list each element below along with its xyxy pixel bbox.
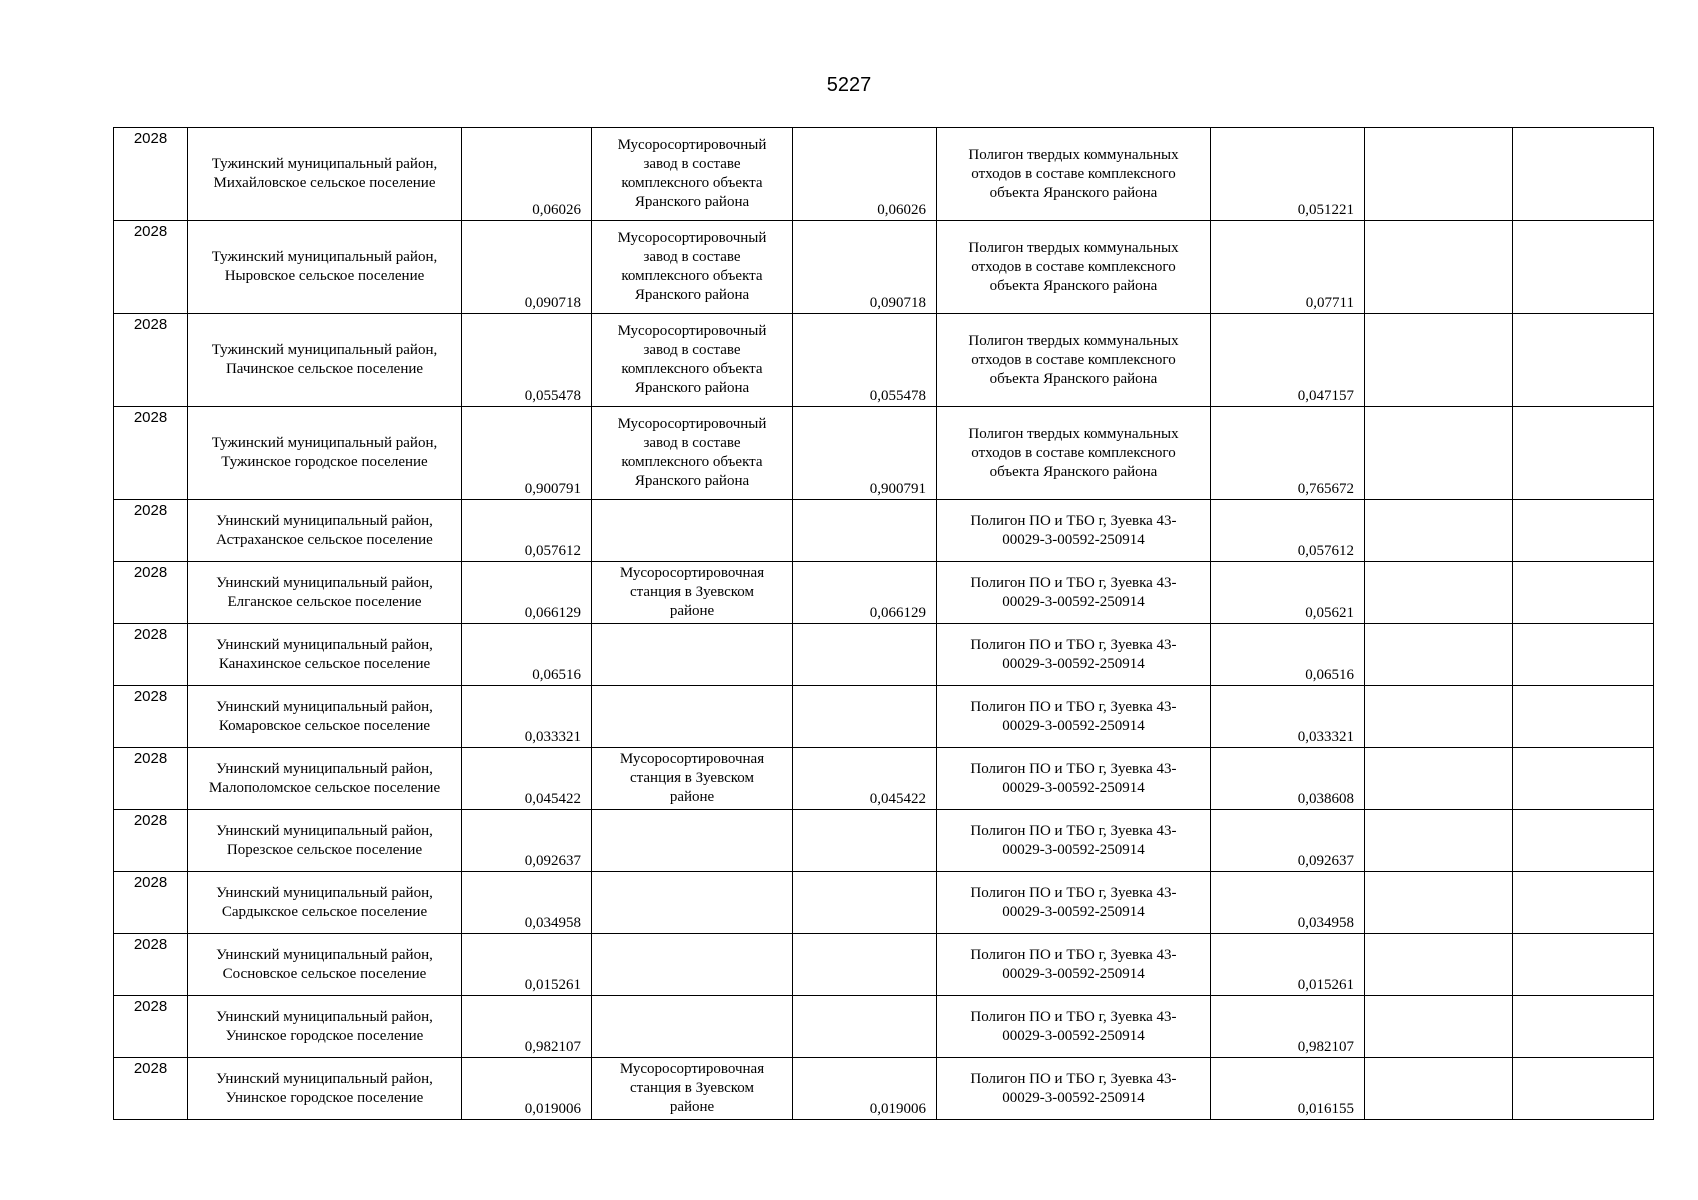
volume-cell: 0,090718 [462,221,592,314]
table-row [114,1058,1654,1120]
facility-cell [592,686,793,748]
facility-volume-cell: 0,090718 [793,221,937,314]
facility-volume-cell [793,624,937,686]
year-cell: 2028 [114,624,188,686]
area-cell: Унинский муниципальный район, Сардыкское сельское поселение [188,872,462,934]
year-cell: 2028 [114,1058,188,1120]
facility-volume-cell: 0,900791 [793,407,937,500]
empty-cell [1365,500,1513,562]
empty-cell [1365,1058,1513,1120]
area-cell: Унинский муниципальный район, Порезское сельское поселение [188,810,462,872]
year-cell: 2028 [114,128,188,221]
landfill-cell: Полигон ПО и ТБО г, Зуевка 43-00029-3-00592-250914 [937,624,1211,686]
table-row [114,500,1654,562]
table-row [114,872,1654,934]
area-cell: Унинский муниципальный район, Малополомское сельское поселение [188,748,462,810]
landfill-cell: Полигон твердых коммунальных отходов в составе комплексного объекта Яранского района [937,314,1211,407]
empty-cell [1365,128,1513,221]
landfill-cell: Полигон ПО и ТБО г, Зуевка 43-00029-3-00592-250914 [937,996,1211,1058]
empty-cell [1513,624,1654,686]
year-cell: 2028 [114,996,188,1058]
landfill-volume-cell: 0,092637 [1211,810,1365,872]
table-row [114,128,1654,221]
volume-cell: 0,034958 [462,872,592,934]
table-row [114,562,1654,624]
empty-cell [1365,934,1513,996]
volume-cell: 0,06516 [462,624,592,686]
area-cell: Унинский муниципальный район, Канахинское сельское поселение [188,624,462,686]
landfill-cell: Полигон ПО и ТБО г, Зуевка 43-00029-3-00592-250914 [937,1058,1211,1120]
landfill-volume-cell: 0,057612 [1211,500,1365,562]
volume-cell: 0,045422 [462,748,592,810]
empty-cell [1513,810,1654,872]
landfill-volume-cell: 0,765672 [1211,407,1365,500]
empty-cell [1365,562,1513,624]
empty-cell [1365,872,1513,934]
empty-cell [1513,934,1654,996]
landfill-cell: Полигон твердых коммунальных отходов в составе комплексного объекта Яранского района [937,407,1211,500]
facility-volume-cell: 0,045422 [793,748,937,810]
landfill-volume-cell: 0,047157 [1211,314,1365,407]
landfill-cell: Полигон ПО и ТБО г, Зуевка 43-00029-3-00592-250914 [937,810,1211,872]
empty-cell [1365,686,1513,748]
empty-cell [1513,221,1654,314]
landfill-cell: Полигон ПО и ТБО г, Зуевка 43-00029-3-00592-250914 [937,562,1211,624]
facility-cell [592,934,793,996]
empty-cell [1365,314,1513,407]
landfill-cell: Полигон ПО и ТБО г, Зуевка 43-00029-3-00592-250914 [937,686,1211,748]
table-row [114,221,1654,314]
year-cell: 2028 [114,872,188,934]
landfill-volume-cell: 0,034958 [1211,872,1365,934]
landfill-cell: Полигон ПО и ТБО г, Зуевка 43-00029-3-00592-250914 [937,934,1211,996]
facility-volume-cell: 0,06026 [793,128,937,221]
empty-cell [1365,221,1513,314]
table-row [114,996,1654,1058]
table-row [114,624,1654,686]
facility-volume-cell [793,686,937,748]
empty-cell [1513,686,1654,748]
facility-cell: Мусоросортировочная станция в Зуевском районе [592,748,793,810]
empty-cell [1513,314,1654,407]
facility-cell: Мусоросортировочный завод в составе комплексного объекта Яранского района [592,221,793,314]
volume-cell: 0,900791 [462,407,592,500]
empty-cell [1513,500,1654,562]
table-row [114,748,1654,810]
facility-volume-cell [793,996,937,1058]
empty-cell [1365,624,1513,686]
year-cell: 2028 [114,748,188,810]
empty-cell [1513,872,1654,934]
landfill-volume-cell: 0,051221 [1211,128,1365,221]
volume-cell: 0,092637 [462,810,592,872]
empty-cell [1365,810,1513,872]
landfill-cell: Полигон твердых коммунальных отходов в составе комплексного объекта Яранского района [937,128,1211,221]
facility-volume-cell [793,934,937,996]
volume-cell: 0,015261 [462,934,592,996]
facility-volume-cell [793,810,937,872]
table-row [114,314,1654,407]
volume-cell: 0,019006 [462,1058,592,1120]
landfill-cell: Полигон твердых коммунальных отходов в составе комплексного объекта Яранского района [937,221,1211,314]
year-cell: 2028 [114,407,188,500]
landfill-cell: Полигон ПО и ТБО г, Зуевка 43-00029-3-00592-250914 [937,500,1211,562]
empty-cell [1513,562,1654,624]
empty-cell [1365,996,1513,1058]
empty-cell [1513,1058,1654,1120]
empty-cell [1513,128,1654,221]
area-cell: Тужинский муниципальный район, Тужинское городское поселение [188,407,462,500]
area-cell: Унинский муниципальный район, Комаровское сельское поселение [188,686,462,748]
table-row [114,686,1654,748]
landfill-cell: Полигон ПО и ТБО г, Зуевка 43-00029-3-00592-250914 [937,748,1211,810]
landfill-volume-cell: 0,982107 [1211,996,1365,1058]
year-cell: 2028 [114,500,188,562]
area-cell: Унинский муниципальный район, Сосновское сельское поселение [188,934,462,996]
facility-cell [592,500,793,562]
facility-volume-cell: 0,055478 [793,314,937,407]
area-cell: Унинский муниципальный район, Астраханское сельское поселение [188,500,462,562]
year-cell: 2028 [114,221,188,314]
landfill-volume-cell: 0,033321 [1211,686,1365,748]
landfill-cell: Полигон ПО и ТБО г, Зуевка 43-00029-3-00592-250914 [937,872,1211,934]
landfill-volume-cell: 0,05621 [1211,562,1365,624]
facility-cell: Мусоросортировочный завод в составе комплексного объекта Яранского района [592,128,793,221]
volume-cell: 0,06026 [462,128,592,221]
facility-volume-cell: 0,066129 [793,562,937,624]
year-cell: 2028 [114,934,188,996]
volume-cell: 0,057612 [462,500,592,562]
table-row [114,407,1654,500]
area-cell: Унинский муниципальный район, Елганское сельское поселение [188,562,462,624]
landfill-volume-cell: 0,07711 [1211,221,1365,314]
landfill-volume-cell: 0,016155 [1211,1058,1365,1120]
facility-cell [592,872,793,934]
facility-cell [592,624,793,686]
facility-cell [592,810,793,872]
table-row [114,934,1654,996]
year-cell: 2028 [114,314,188,407]
facility-cell: Мусоросортировочная станция в Зуевском районе [592,1058,793,1120]
empty-cell [1365,748,1513,810]
facility-volume-cell [793,872,937,934]
facility-cell: Мусоросортировочный завод в составе комплексного объекта Яранского района [592,314,793,407]
volume-cell: 0,055478 [462,314,592,407]
area-cell: Унинский муниципальный район, Унинское городское поселение [188,1058,462,1120]
area-cell: Тужинский муниципальный район, Пачинское сельское поселение [188,314,462,407]
year-cell: 2028 [114,810,188,872]
facility-cell: Мусоросортировочная станция в Зуевском районе [592,562,793,624]
table-row [114,810,1654,872]
landfill-volume-cell: 0,015261 [1211,934,1365,996]
table-body [114,128,1654,1120]
facility-volume-cell: 0,019006 [793,1058,937,1120]
year-cell: 2028 [114,562,188,624]
area-cell: Тужинский муниципальный район, Ныровское сельское поселение [188,221,462,314]
empty-cell [1513,996,1654,1058]
facility-cell: Мусоросортировочный завод в составе комплексного объекта Яранского района [592,407,793,500]
facility-cell [592,996,793,1058]
volume-cell: 0,033321 [462,686,592,748]
facility-volume-cell [793,500,937,562]
empty-cell [1365,407,1513,500]
year-cell: 2028 [114,686,188,748]
empty-cell [1513,407,1654,500]
landfill-volume-cell: 0,06516 [1211,624,1365,686]
volume-cell: 0,982107 [462,996,592,1058]
volume-cell: 0,066129 [462,562,592,624]
area-cell: Унинский муниципальный район, Унинское городское поселение [188,996,462,1058]
waste-flow-table [113,127,1654,1120]
area-cell: Тужинский муниципальный район, Михайловское сельское поселение [188,128,462,221]
landfill-volume-cell: 0,038608 [1211,748,1365,810]
empty-cell [1513,748,1654,810]
page-number: 5227 [826,74,872,96]
